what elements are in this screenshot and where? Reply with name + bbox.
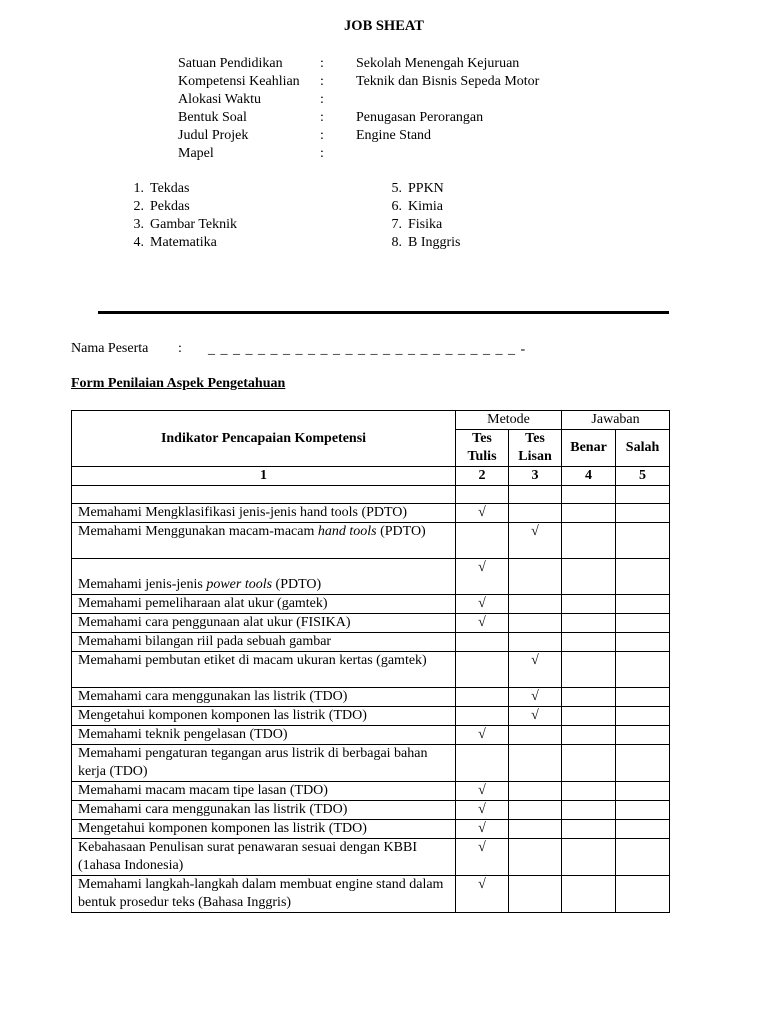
benar-cell[interactable] [562, 633, 616, 652]
indicator-cell: Memahami teknik pengelasan (TDO) [72, 726, 456, 745]
table-row [72, 801, 670, 820]
info-colon: : [320, 110, 324, 125]
benar-cell[interactable] [562, 523, 616, 559]
tes-lisan-cell[interactable] [509, 726, 562, 745]
column-number: 2 [456, 467, 509, 486]
salah-cell[interactable] [616, 614, 670, 633]
benar-cell[interactable] [562, 652, 616, 688]
table-row [72, 782, 670, 801]
indicator-cell: Memahami langkah-langkah dalam membuat engine stand dalam bentuk prosedur teks (Bahasa Inggris) [72, 876, 456, 913]
subject-item [122, 180, 189, 198]
tes-tulis-cell[interactable] [456, 707, 509, 726]
table-row [72, 688, 670, 707]
tes-lisan-cell[interactable] [509, 595, 562, 614]
tes-lisan-cell[interactable] [509, 633, 562, 652]
page-title: JOB SHEAT [344, 18, 424, 34]
tes-tulis-cell[interactable] [456, 688, 509, 707]
table-row [72, 486, 670, 504]
tes-tulis-cell[interactable]: √ [456, 839, 509, 876]
salah-cell[interactable] [616, 559, 670, 595]
subject-number: 8. [391, 235, 402, 250]
indicator-cell: Memahami pemeliharaan alat ukur (gamtek) [72, 595, 456, 614]
subject-item [380, 180, 444, 198]
salah-cell[interactable] [616, 523, 670, 559]
indicator-cell: Memahami pengaturan tegangan arus listrik di berbagai bahan kerja (TDO) [72, 745, 456, 782]
tes-lisan-cell[interactable] [509, 504, 562, 523]
info-label: Alokasi Waktu [178, 92, 261, 107]
tes-lisan-cell[interactable]: √ [509, 652, 562, 688]
salah-cell[interactable] [616, 745, 670, 782]
table-row [72, 839, 670, 876]
indicator-cell: Memahami pembutan etiket di macam ukuran kertas (gamtek) [72, 652, 456, 688]
tes-lisan-cell[interactable] [509, 486, 562, 504]
table-row [72, 745, 670, 782]
subject-item [122, 198, 190, 216]
salah-cell[interactable] [616, 801, 670, 820]
tes-tulis-cell[interactable] [456, 486, 509, 504]
tes-tulis-cell[interactable]: √ [456, 726, 509, 745]
salah-cell[interactable] [616, 652, 670, 688]
benar-cell[interactable] [562, 688, 616, 707]
tes-tulis-cell[interactable]: √ [456, 559, 509, 595]
table-row [72, 652, 670, 688]
tes-tulis-cell[interactable]: √ [456, 595, 509, 614]
subject-name: Pekdas [150, 199, 190, 214]
tes-lisan-cell[interactable] [509, 614, 562, 633]
table-row [72, 523, 670, 559]
subject-item [122, 216, 237, 234]
header-salah: Salah [616, 430, 670, 467]
salah-cell[interactable] [616, 486, 670, 504]
form-title: Form Penilaian Aspek Pengetahuan [71, 376, 286, 391]
subject-number: 4. [133, 235, 144, 250]
tes-tulis-cell[interactable]: √ [456, 801, 509, 820]
salah-cell[interactable] [616, 726, 670, 745]
info-row-alokasi [178, 91, 598, 109]
subject-number: 1. [133, 181, 144, 196]
indicator-cell: Memahami Mengklasifikasi jenis-jenis hand tools (PDTO) [72, 504, 456, 523]
salah-cell[interactable] [616, 504, 670, 523]
subject-item [380, 198, 443, 216]
tes-lisan-cell[interactable] [509, 876, 562, 913]
table-row [72, 707, 670, 726]
indicator-cell: Kebahasaan Penulisan surat penawaran sesuai dengan KBBI (1ahasa Indonesia) [72, 839, 456, 876]
participant-name-blank[interactable]: _ _ _ _ _ _ _ _ _ _ _ _ _ _ _ _ _ _ _ _ _ _ _ _ _ - [208, 342, 527, 357]
salah-cell[interactable] [616, 595, 670, 614]
info-label: Bentuk Soal [178, 110, 247, 125]
subject-item [122, 234, 217, 252]
info-label: Satuan Pendidikan [178, 56, 283, 71]
tes-lisan-cell[interactable] [509, 559, 562, 595]
tes-lisan-cell[interactable]: √ [509, 707, 562, 726]
tes-tulis-cell[interactable]: √ [456, 820, 509, 839]
tes-tulis-cell[interactable] [456, 633, 509, 652]
tes-tulis-cell[interactable] [456, 745, 509, 782]
benar-cell[interactable] [562, 782, 616, 801]
info-colon: : [320, 74, 324, 89]
table-row [72, 876, 670, 913]
info-row-satuan [178, 55, 598, 73]
header-tes-tulis: Tes Tulis [456, 430, 509, 467]
indicator-cell: Mengetahui komponen komponen las listrik (TDO) [72, 820, 456, 839]
subject-name: Gambar Teknik [150, 217, 238, 232]
subject-name: Kimia [408, 199, 443, 214]
indicator-cell [72, 486, 456, 504]
info-value: Penugasan Perorangan [356, 110, 484, 125]
benar-cell[interactable] [562, 801, 616, 820]
tes-lisan-cell[interactable]: √ [509, 688, 562, 707]
subject-number: 7. [391, 217, 402, 232]
subject-item [380, 234, 461, 252]
tes-lisan-cell[interactable] [509, 801, 562, 820]
tes-tulis-cell[interactable]: √ [456, 782, 509, 801]
info-colon: : [320, 92, 324, 107]
header-tes-lisan: Tes Lisan [509, 430, 562, 467]
indicator-cell: Memahami cara menggunakan las listrik (TDO) [72, 688, 456, 707]
indicator-cell: Memahami bilangan riil pada sebuah gambar [72, 633, 456, 652]
info-value: Teknik dan Bisnis Sepeda Motor [356, 74, 540, 89]
salah-cell[interactable] [616, 707, 670, 726]
info-colon: : [320, 56, 324, 71]
table-row [72, 595, 670, 614]
divider [98, 311, 669, 314]
table-row [72, 726, 670, 745]
info-row-judul [178, 127, 598, 145]
indicator-cell: Memahami cara menggunakan las listrik (TDO) [72, 801, 456, 820]
tes-lisan-cell[interactable]: √ [509, 523, 562, 559]
assessment-table [71, 410, 670, 913]
info-value: Engine Stand [356, 128, 432, 143]
subject-item [380, 216, 442, 234]
header-benar: Benar [562, 430, 616, 467]
info-row-bentuk [178, 109, 598, 127]
participant-label: Nama Peserta [71, 341, 149, 356]
indicator-cell: Memahami Menggunakan macam-macam hand tools (PDTO) [72, 523, 456, 559]
tes-lisan-cell[interactable] [509, 745, 562, 782]
salah-cell[interactable] [616, 876, 670, 913]
column-number: 3 [509, 467, 562, 486]
info-label: Mapel [178, 146, 214, 161]
subject-number: 3. [133, 217, 144, 232]
subject-number: 2. [133, 199, 144, 214]
column-number: 5 [616, 467, 670, 486]
info-value: Sekolah Menengah Kejuruan [356, 56, 520, 71]
benar-cell[interactable] [562, 559, 616, 595]
salah-cell[interactable] [616, 688, 670, 707]
info-label: Kompetensi Keahlian [178, 74, 300, 89]
info-colon: : [320, 128, 324, 143]
salah-cell[interactable] [616, 820, 670, 839]
table-row [72, 614, 670, 633]
tes-tulis-cell[interactable] [456, 523, 509, 559]
benar-cell[interactable] [562, 726, 616, 745]
subject-number: 5. [391, 181, 402, 196]
info-row-mapel [178, 145, 598, 163]
table-row [72, 820, 670, 839]
column-number: 1 [72, 467, 456, 486]
indicator-cell: Mengetahui komponen komponen las listrik (TDO) [72, 707, 456, 726]
info-row-kompetensi [178, 73, 598, 91]
indicator-cell: Memahami jenis-jenis power tools (PDTO) [72, 559, 456, 595]
info-colon: : [320, 146, 324, 161]
benar-cell[interactable] [562, 504, 616, 523]
subject-name: Fisika [408, 217, 443, 232]
header-jawaban: Jawaban [562, 411, 670, 430]
benar-cell[interactable] [562, 839, 616, 876]
column-number: 4 [562, 467, 616, 486]
tes-lisan-cell[interactable] [509, 839, 562, 876]
benar-cell[interactable] [562, 820, 616, 839]
benar-cell[interactable] [562, 595, 616, 614]
tes-lisan-cell[interactable] [509, 782, 562, 801]
salah-cell[interactable] [616, 839, 670, 876]
benar-cell[interactable] [562, 614, 616, 633]
benar-cell[interactable] [562, 486, 616, 504]
participant-colon: : [178, 341, 182, 356]
indicator-cell: Memahami cara penggunaan alat ukur (FISIKA) [72, 614, 456, 633]
subject-name: PPKN [408, 181, 444, 196]
table-row [72, 633, 670, 652]
tes-tulis-cell[interactable]: √ [456, 504, 509, 523]
indicator-cell: Memahami macam macam tipe lasan (TDO) [72, 782, 456, 801]
benar-cell[interactable] [562, 745, 616, 782]
subject-name: Matematika [150, 235, 217, 250]
table-row [72, 504, 670, 523]
info-label: Judul Projek [178, 128, 249, 143]
benar-cell[interactable] [562, 876, 616, 913]
header-indicator: Indikator Pencapaian Kompetensi [72, 411, 456, 467]
salah-cell[interactable] [616, 633, 670, 652]
benar-cell[interactable] [562, 707, 616, 726]
tes-tulis-cell[interactable] [456, 652, 509, 688]
tes-tulis-cell[interactable]: √ [456, 614, 509, 633]
subject-number: 6. [391, 199, 402, 214]
salah-cell[interactable] [616, 782, 670, 801]
header-metode: Metode [456, 411, 562, 430]
subject-name: Tekdas [150, 181, 190, 196]
table-row [72, 559, 670, 595]
tes-tulis-cell[interactable]: √ [456, 876, 509, 913]
subject-name: B Inggris [408, 235, 461, 250]
tes-lisan-cell[interactable] [509, 820, 562, 839]
